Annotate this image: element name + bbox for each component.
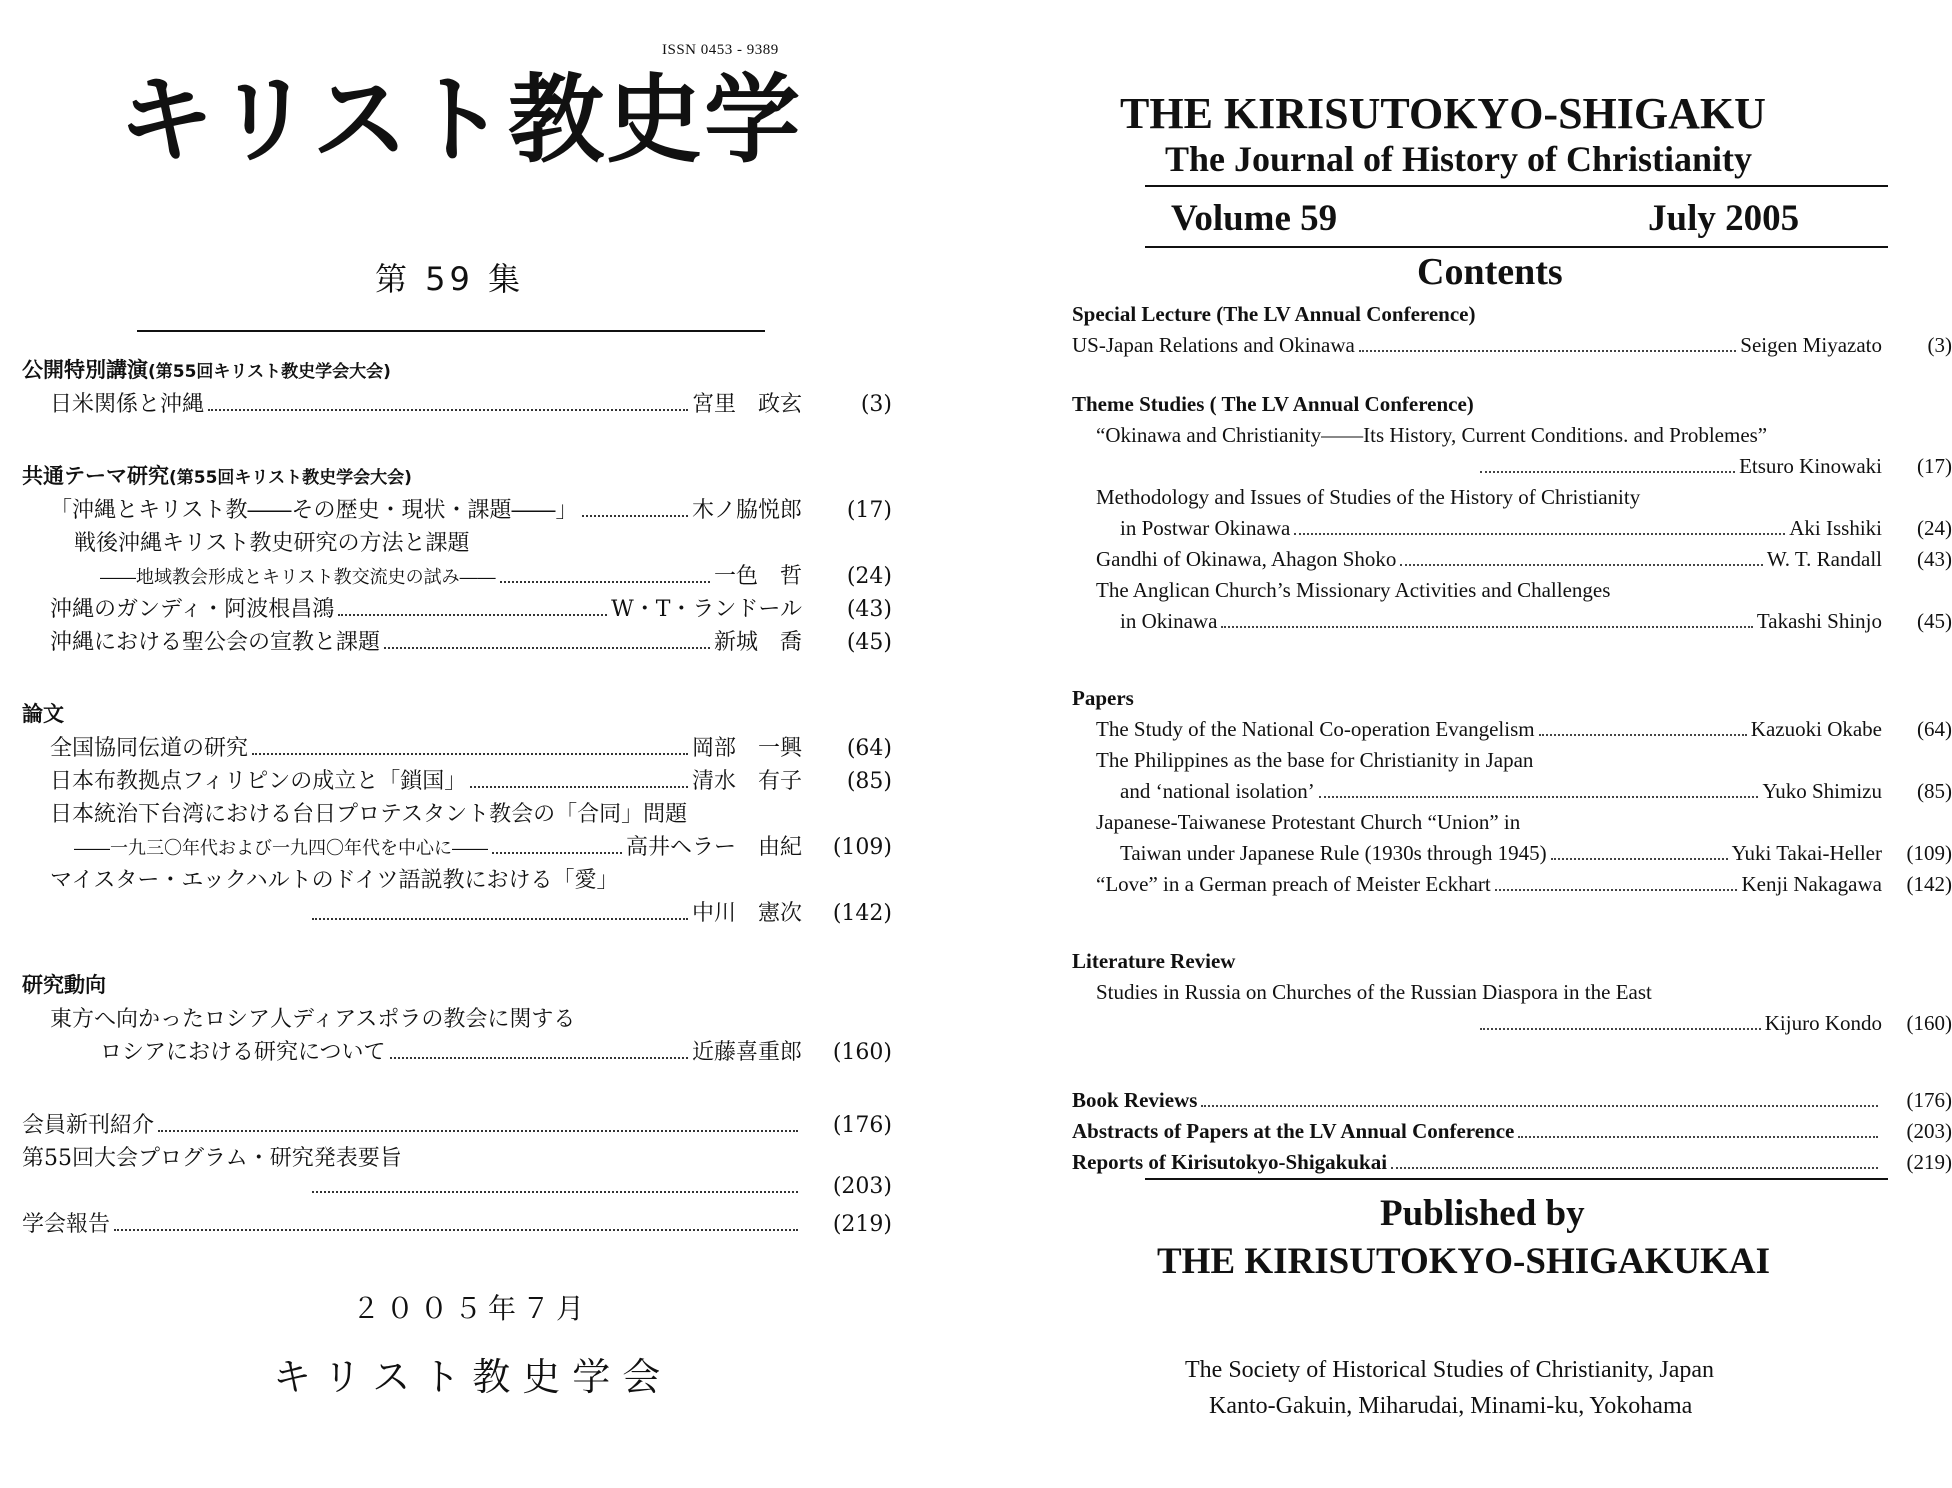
toc-entry xyxy=(1072,841,1952,872)
entry-page: (43) xyxy=(1917,547,1952,571)
entry-author: 宮里 政玄 xyxy=(691,392,802,417)
entry-author: 近藤喜重郎 xyxy=(691,1040,802,1065)
entry-author: Yuki Takai-Heller xyxy=(1731,841,1882,865)
entry-subtitle: ロシアにおける研究について xyxy=(100,1040,386,1065)
entry-title-cont: in Postwar Okinawa xyxy=(1120,516,1291,540)
toc-entry-title-line xyxy=(1072,810,1952,841)
entry-page: (219) xyxy=(1906,1150,1952,1174)
toc-entry-title-line xyxy=(1072,980,1952,1011)
toc-entry-title-line xyxy=(1072,578,1952,609)
entry-page: (160) xyxy=(1906,1011,1952,1035)
toc-misc-entry xyxy=(22,1108,892,1141)
entry-title: 沖縄のガンディ・阿波根昌鴻 xyxy=(50,597,335,622)
toc-entry-title-line xyxy=(22,863,892,896)
entry-author: Etsuro Kinowaki xyxy=(1739,454,1882,478)
entry-title: 第55回大会プログラム・研究発表要旨 xyxy=(22,1146,402,1171)
entry-author: W・T・ランドール xyxy=(611,597,802,622)
japanese-page xyxy=(0,0,970,1488)
entry-title: The Study of the National Co-operation Evangelism xyxy=(1096,717,1535,741)
entry-page: (109) xyxy=(832,835,892,860)
entry-title: Studies in Russia on Churches of the Russian Diaspora in the East xyxy=(1096,980,1652,1004)
toc-misc-entry xyxy=(22,1174,892,1207)
entry-author: Kazuoki Okabe xyxy=(1750,717,1882,741)
toc-entry xyxy=(22,493,892,526)
entry-author: Kijuro Kondo xyxy=(1764,1011,1882,1035)
entry-author: 一色 哲 xyxy=(713,564,802,589)
toc-entry xyxy=(22,896,892,929)
toc-entry xyxy=(1072,609,1952,640)
entry-author: 清水 有子 xyxy=(691,769,802,794)
toc-entry-title-line xyxy=(1072,485,1952,516)
entry-page: (3) xyxy=(860,392,892,417)
toc-misc-entry xyxy=(22,1207,892,1240)
entry-title: Book Reviews xyxy=(1072,1088,1198,1112)
entry-page: (45) xyxy=(1917,609,1952,633)
section-heading: Literature Review xyxy=(1072,949,1236,973)
entry-author: Takashi Shinjo xyxy=(1756,609,1882,633)
entry-title: Methodology and Issues of Studies of the History of Christianity xyxy=(1096,485,1641,509)
entry-title: Abstracts of Papers at the LV Annual Conference xyxy=(1072,1119,1515,1143)
section-heading: Theme Studies ( The LV Annual Conference) xyxy=(1072,392,1474,416)
journal-subtitle-en: The Journal of History of Christianity xyxy=(1165,139,1753,179)
entry-title: マイスター・エックハルトのドイツ語説教における「愛」 xyxy=(50,868,619,893)
entry-title: The Anglican Church’s Missionary Activities and Challenges xyxy=(1096,578,1611,602)
toc-entry xyxy=(1072,779,1952,810)
society-address: Kanto-Gakuin, Miharudai, Minami-ku, Yokohama xyxy=(1209,1393,1693,1419)
entry-title: 東方へ向かったロシア人ディアスポラの教会に関する xyxy=(50,1007,576,1032)
publisher-name-en: THE KIRISUTOKYO-SHIGAKUKAI xyxy=(1157,1241,1771,1282)
header-rule-bottom xyxy=(1145,246,1888,248)
header-rule-top xyxy=(1145,185,1888,187)
toc-entry xyxy=(22,1035,892,1068)
journal-title-en: THE KIRISUTOKYO-SHIGAKU xyxy=(1120,89,1766,138)
entry-title: 日米関係と沖縄 xyxy=(50,392,205,417)
entry-title: Japanese-Taiwanese Protestant Church “Union” in xyxy=(1096,810,1521,834)
toc-entry-title-line xyxy=(22,1002,892,1035)
entry-page: (43) xyxy=(846,597,892,622)
entry-title: 全国協同伝道の研究 xyxy=(50,736,249,761)
toc-entry xyxy=(1072,333,1952,364)
toc-entry xyxy=(1072,1011,1952,1042)
section-heading: 論文 xyxy=(22,702,64,726)
toc-entry xyxy=(22,592,892,625)
entry-title: 学会報告 xyxy=(22,1212,111,1237)
contents-heading: Contents xyxy=(1417,251,1563,293)
footer-rule xyxy=(1145,1178,1888,1180)
toc-entry-title-line xyxy=(22,797,892,830)
entry-page: (203) xyxy=(1906,1119,1952,1143)
entry-page: (45) xyxy=(846,630,892,655)
journal-title-jp: キリスト教史学 xyxy=(118,64,803,176)
volume-en: Volume 59 xyxy=(1171,198,1338,239)
entry-title: “Love” in a German preach of Meister Eckhart xyxy=(1096,872,1491,896)
entry-page: (85) xyxy=(1917,779,1952,803)
toc-entry xyxy=(1072,547,1952,578)
entry-title: 日本統治下台湾における台日プロテスタント教会の「合同」問題 xyxy=(50,802,688,827)
entry-page: (176) xyxy=(832,1113,892,1138)
entry-subtitle: ――一九三〇年代および一九四〇年代を中心に―― xyxy=(74,838,488,859)
toc-entry xyxy=(22,559,892,592)
toc-entry xyxy=(1072,872,1952,903)
entry-author: 中川 憲次 xyxy=(691,901,802,926)
entry-author: Seigen Miyazato xyxy=(1740,333,1882,357)
entry-page: (142) xyxy=(1906,872,1952,896)
section-heading: 公開特別講演(第55回キリスト教史学会大会) xyxy=(22,358,391,382)
entry-title: The Philippines as the base for Christianity in Japan xyxy=(1096,748,1534,772)
entry-page: (109) xyxy=(1906,841,1952,865)
toc-entry-title-line xyxy=(22,526,892,559)
toc-jp xyxy=(22,354,892,1240)
toc-entry xyxy=(1072,717,1952,748)
toc-misc-entry xyxy=(1072,1119,1952,1150)
toc-entry-title-line xyxy=(1072,423,1952,454)
entry-page: (64) xyxy=(1917,717,1952,741)
entry-page: (176) xyxy=(1906,1088,1952,1112)
entry-title: 日本布教拠点フィリピンの成立と「鎖国」 xyxy=(50,769,467,794)
published-by-label: Published by xyxy=(1380,1193,1585,1234)
toc-misc-title-line xyxy=(22,1141,892,1174)
entry-title-cont: Taiwan under Japanese Rule (1930s through 1945) xyxy=(1120,841,1547,865)
toc-entry-title-line xyxy=(1072,748,1952,779)
entry-title: Reports of Kirisutokyo-Shigakukai xyxy=(1072,1150,1388,1174)
toc-entry xyxy=(1072,516,1952,547)
entry-page: (85) xyxy=(846,769,892,794)
toc-entry xyxy=(1072,454,1952,485)
entry-page: (17) xyxy=(846,498,892,523)
entry-author: 岡部 一興 xyxy=(691,736,802,761)
section-heading: 研究動向 xyxy=(22,973,106,997)
toc-entry xyxy=(22,731,892,764)
volume-jp: 第 59 集 xyxy=(375,260,525,298)
society-name: The Society of Historical Studies of Christianity, Japan xyxy=(1185,1357,1715,1383)
entry-subtitle: ――地域教会形成とキリスト教交流史の試み―― xyxy=(100,567,496,588)
section-heading: Special Lecture (The LV Annual Conference) xyxy=(1072,302,1476,326)
entry-title: 「沖縄とキリスト教――その歴史・現状・課題――」 xyxy=(50,498,578,523)
entry-author: Kenji Nakagawa xyxy=(1741,872,1882,896)
publication-date-jp: ２００５年７月 xyxy=(352,1292,591,1325)
entry-title: “Okinawa and Christianity——Its History, Current Conditions. and Problemes” xyxy=(1096,423,1768,447)
entry-author: W. T. Randall xyxy=(1766,547,1882,571)
entry-page: (142) xyxy=(832,901,892,926)
toc-entry xyxy=(22,625,892,658)
title-rule xyxy=(137,330,765,332)
entry-title-cont: in Okinawa xyxy=(1120,609,1218,633)
section-heading: 共通テーマ研究(第55回キリスト教史学会大会) xyxy=(22,464,412,488)
entry-author: 木ノ脇悦郎 xyxy=(691,498,802,523)
entry-author: Yuko Shimizu xyxy=(1762,779,1882,803)
entry-author: Aki Isshiki xyxy=(1789,516,1882,540)
entry-page: (3) xyxy=(1927,333,1952,357)
entry-author: 新城 喬 xyxy=(713,630,802,655)
entry-title: Gandhi of Okinawa, Ahagon Shoko xyxy=(1096,547,1397,571)
entry-page: (219) xyxy=(832,1212,892,1237)
entry-page: (17) xyxy=(1917,454,1952,478)
section-heading: Papers xyxy=(1072,686,1134,710)
publisher-jp: キリスト教史学会 xyxy=(273,1355,673,1399)
toc-misc-entry xyxy=(1072,1088,1952,1119)
entry-page: (160) xyxy=(832,1040,892,1065)
entry-title-cont: and ‘national isolation’ xyxy=(1120,779,1315,803)
entry-title: US-Japan Relations and Okinawa xyxy=(1072,333,1355,357)
entry-page: (64) xyxy=(846,736,892,761)
entry-title: 沖縄における聖公会の宣教と課題 xyxy=(50,630,381,655)
entry-author: 高井ヘラー 由紀 xyxy=(625,835,802,860)
toc-en xyxy=(1072,302,1952,1181)
toc-misc-entry xyxy=(1072,1150,1952,1181)
entry-page: (203) xyxy=(832,1174,892,1199)
entry-page: (24) xyxy=(846,564,892,589)
toc-entry xyxy=(22,387,892,420)
toc-entry xyxy=(22,830,892,863)
english-page xyxy=(1045,0,1952,1488)
entry-page: (24) xyxy=(1917,516,1952,540)
entry-title: 戦後沖縄キリスト教史研究の方法と課題 xyxy=(74,531,470,556)
entry-title: 会員新刊紹介 xyxy=(22,1113,155,1138)
publication-date-en: July 2005 xyxy=(1648,198,1800,239)
issn-number: ISSN 0453 - 9389 xyxy=(662,42,779,58)
toc-entry xyxy=(22,764,892,797)
